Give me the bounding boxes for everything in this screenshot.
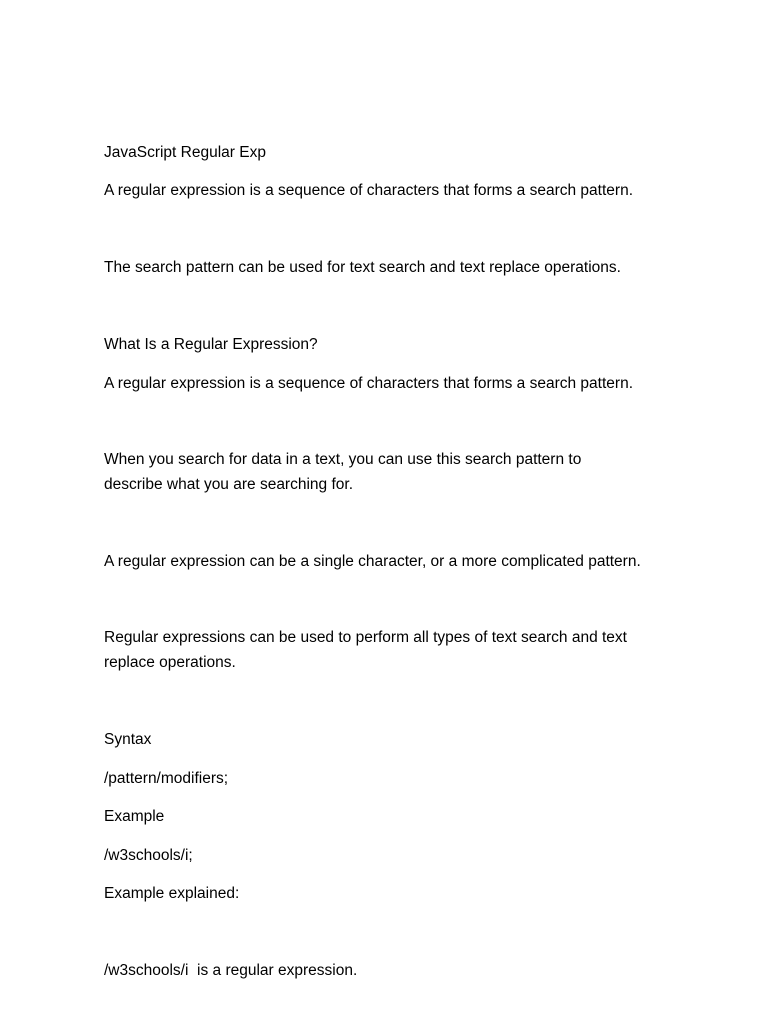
paragraph: The search pattern can be used for text search and text replace operations. [104,259,621,276]
section-heading: What Is a Regular Expression? [104,336,318,353]
paragraph: A regular expression is a sequence of characters that forms a search pattern. [104,182,633,199]
paragraph: When you search for data in a text, you can use this search pattern to describe what you are searching for. [104,451,582,493]
code-line: /w3schools/i; [104,847,193,864]
document-title: JavaScript Regular Exp [104,144,266,161]
code-line: /pattern/modifiers; [104,770,229,787]
paragraph: A regular expression can be a single character, or a more complicated pattern. [104,553,641,570]
section-heading: Example explained: [104,885,240,902]
paragraph: Regular expressions can be used to perform all types of text search and text replace operations. [104,629,627,671]
paragraph: A regular expression is a sequence of characters that forms a search pattern. [104,375,633,392]
paragraph: /w3schools/i is a regular expression. [104,962,358,979]
section-heading: Syntax [104,731,152,748]
section-heading: Example [104,808,165,825]
